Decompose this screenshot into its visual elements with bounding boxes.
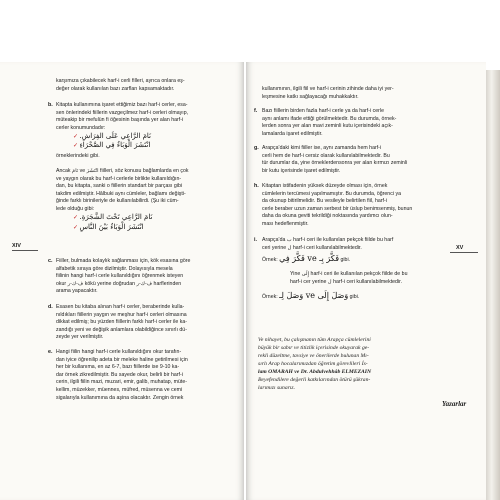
item-d-label: d. bbox=[48, 304, 53, 310]
item-b-line2-1: Ancak نَامَ ve انْتَشَرَ fiilleri, söz konusu bağlamlarda en çok bbox=[56, 168, 189, 174]
example-row-3 bbox=[73, 214, 152, 223]
item-i-example-row bbox=[262, 255, 350, 265]
item-b-line2-3: dan, bu kitapta, sanki o fiillerin standart bir parçası gibi bbox=[56, 183, 183, 190]
item-c-line-3: fiilinin hangi harf-i cerle kullanıldığını öğrenmek isteyen bbox=[56, 273, 184, 280]
item-d-line-2: nıldıkları fiillerin yaygın ve meşhur harf-i cerleri olmasına bbox=[56, 311, 187, 318]
item-b-line-4: cerler konumundadır: bbox=[56, 124, 106, 131]
arabic-example-2: انْتَشَرَ الْوَبَاءُ فِي الصَّحْرَاءِ bbox=[79, 141, 151, 149]
item-e-line-1: Hangi fiilin hangi harf-i cerle kullanıldığını okur tarafın- bbox=[56, 349, 182, 355]
item-b-line2-2: ve yaygın olarak bu harf-i cerlerle birlikte kullanıldığın- bbox=[56, 175, 182, 182]
arabic-example-3: نَامَ الرَّاعِي تَحْتَ الشَّجَرَةِ. bbox=[79, 213, 153, 221]
right-page-edge bbox=[486, 70, 500, 500]
example-label: Örnek: bbox=[262, 294, 278, 300]
item-g-line-3: tür durumlar da, yine örneklerdensonra yer alan kırmızı zeminli bbox=[262, 160, 408, 167]
item-e-line-4: dar örnek zikredilmiştir. Bu sayede okur, belirli bir harf-i bbox=[56, 371, 183, 378]
closing-line-2: büyük bir sabır ve titizlik içerisinde okuyarak ge- bbox=[258, 345, 370, 351]
item-i-line-4: harf-i cer yerine ل harf-i ceri kullanılabilmektedir. bbox=[290, 278, 403, 285]
page-rule-left bbox=[12, 250, 38, 251]
item-e-line-6: kellim, müzekker, müennes, müfred, müsenna ve cemi bbox=[56, 387, 183, 393]
arabic-example-i-2: وَصَلَ إِلَى ve وَصَلَ لِـ bbox=[279, 291, 349, 300]
arabic-example-4: انْتَشَرَ الْوَبَاءُ بَيْنَ النَّاسِ bbox=[79, 223, 144, 231]
item-h-line-1: Kitaptan istifadenin yüksek düzeyde olması için, örnek bbox=[262, 183, 388, 189]
item-b-line2-6: lede olduğu gibi: bbox=[56, 206, 95, 212]
page-number-right: XV bbox=[456, 245, 464, 251]
item-e-line-3: her bir kullanıma, en az 6-7, bazı fiillerde ise 9-10 ka- bbox=[56, 364, 180, 371]
closing-line-6: Beyefendilere değerli katkılarından ötürü şükran- bbox=[258, 377, 371, 383]
item-c-line-2: alfabetik sıraya göre dizilmiştir. Dolayısıyla mesela bbox=[56, 265, 173, 272]
right-intro-line-2: leşmesine katkı sağlayacağı muhakkaktır. bbox=[262, 93, 359, 100]
item-d-line-1: Esasen bu kitaba alınan harf-i cerler, beraberinde kulla- bbox=[56, 304, 185, 310]
item-b-line-1: Kitapta kullanımına işaret ettiğimiz bazı harf-i cerler, esa- bbox=[56, 102, 188, 108]
check-icon: ✓ bbox=[73, 143, 79, 149]
item-b-line2-4: takdim edilmiştir. Hâlbuki aynı cümleler, bağlamı değişti- bbox=[56, 190, 186, 197]
item-f-line-2: aynı anlamı ifade ettiği görülmektedir. Bu durumda, örnek- bbox=[262, 115, 397, 122]
left-page bbox=[0, 62, 244, 500]
item-e-label: e. bbox=[48, 349, 53, 355]
left-intro-line-1: karşımıza çıkabilecek harf-i cerli filleri, ayrıca onlara eş- bbox=[56, 78, 185, 84]
item-f-line-1: Bazı fiillerin birden fazla harf-i cerle ya da harf-i cerle bbox=[262, 108, 384, 114]
item-h-line-6: ması hedeflenmiştir. bbox=[262, 221, 309, 227]
page-rule-right bbox=[450, 252, 478, 253]
item-f-label: f. bbox=[254, 108, 258, 114]
item-c-line-4: okur ف-ك-ر kökü yerine doğrudan ف-ك-ر harflerinden bbox=[56, 280, 182, 287]
example-suffix: gibi. bbox=[340, 257, 351, 263]
item-d-line-5: zeyde yer verilmiştir. bbox=[56, 334, 104, 341]
closing-line-5: lam OMARAH ve Dr. Abdulvehhâb ELMEZAIN bbox=[258, 369, 372, 375]
check-icon: ✓ bbox=[73, 225, 79, 231]
item-e-line-5: cerin, ilgili fiilin mazi, muzari, emir, galib, muhatap, müte- bbox=[56, 379, 187, 386]
item-b-line2-5: ğinde farklı birinileriyle de kullanılabilirdi. (Şu iki cüm- bbox=[56, 198, 179, 205]
item-h-line-3: da okunup bitirilmelidir. Bu vesileyle belirtilen fiil, harf-i bbox=[262, 198, 387, 205]
right-page bbox=[246, 62, 486, 500]
left-intro-line-2: değer olarak kullanılan bazı zarfları kapsamaktadır. bbox=[56, 85, 175, 92]
item-i-example2-row bbox=[262, 292, 359, 302]
item-h-line-2: cümlelerin tercümesi yapılmamıştır. Bu durumda, öğrenci ya bbox=[262, 190, 401, 197]
item-h-line-4: cerle beraber uzun zaman serbest bir üslup benimsenmiş, bunun bbox=[262, 205, 413, 212]
item-c-line-5: arama yapacaktır. bbox=[56, 288, 98, 295]
right-intro-line-1: kullanımının, ilgili fiil ve harf-i cerinin zihinde daha iyi yer- bbox=[262, 86, 394, 92]
item-e-line-2: dan iyice öğrenilip adeta bir meleke haline getirilmesi için bbox=[56, 356, 188, 363]
arabic-example-i-1: فَكَّرَ بِـ ve فَكَّرَ فِي bbox=[279, 254, 340, 263]
item-b-line-2: sen önlerindeki fiillerin vazgeçilmez harf-i cerleri olmayıp, bbox=[56, 109, 189, 116]
item-c-label: c. bbox=[48, 258, 53, 264]
item-e-line-7: sigalarıyla kullanımına da aşina olacaktır. Zengin örnek bbox=[56, 394, 184, 401]
item-i-line-1: Arapça'da ب harf-i ceri ile kullanılan pekçok fiilde bu harf bbox=[262, 237, 394, 243]
signature: Yazarlar bbox=[442, 400, 467, 408]
item-b-line-3: müteakip bir mefulün fi öğesinin başında yer alan harf-i bbox=[56, 117, 184, 124]
item-f-line-3: lerden sonra yer alan mavi zeminli kutu içerisindeki açık- bbox=[262, 123, 393, 130]
item-d-line-4: zandığı yeni ve değişik anlamlara olabildiğince sınırlı dü- bbox=[56, 326, 187, 333]
item-g-line-2: cerli hem de harf-i cersiz olarak kullanılabilmektedir. Bu bbox=[262, 152, 390, 159]
item-g-line-4: bir kutu içerisinde işaret edilmiştir. bbox=[262, 167, 341, 174]
example-row-4 bbox=[73, 224, 144, 233]
example-label: Örnek: bbox=[262, 257, 278, 263]
item-g-label: g. bbox=[254, 145, 259, 151]
closing-line-7: larımızı sunarız. bbox=[258, 385, 296, 391]
item-d-line-3: dikkat edilmiş; bu yüzden fiillerin farklı harf-i cerler ile ka- bbox=[56, 319, 188, 326]
item-i-label: i. bbox=[254, 237, 257, 243]
closing-line-1: Ve nihayet, bu çalışmanın tüm Arapça cümlelerini bbox=[258, 337, 371, 343]
item-i-line-2: ceri yerine ل harf-i ceri kullanılabilmektedir. bbox=[262, 244, 362, 251]
item-c-line-1: Fiiller, bulmada kolaylık sağlanması için, kök esasına göre bbox=[56, 258, 191, 264]
item-g-line-1: Arapça'daki kimi fiiller ise, aynı zamanda hem harf-i bbox=[262, 145, 382, 151]
check-icon: ✓ bbox=[73, 134, 79, 140]
check-icon: ✓ bbox=[73, 215, 79, 221]
example-suffix: gibi. bbox=[349, 294, 360, 300]
item-b-label: b. bbox=[48, 102, 53, 108]
item-i-line-3: Yine إِلَى harf-i ceri ile kullanılan pekçok fiilde de bu bbox=[290, 271, 408, 277]
item-f-line-4: lamalarda işaret edilmiştir. bbox=[262, 130, 323, 137]
page-number-left: XIV bbox=[12, 243, 21, 249]
item-b-after: örneklerindeki gibi. bbox=[56, 153, 100, 159]
example-row-2 bbox=[73, 142, 150, 151]
arabic-example-1: نَامَ الرَّاعِي عَلَى الفِرَاشِ. bbox=[79, 132, 151, 140]
item-h-line-5: daha da okuna geviti tekrildiği noktasında yardımcı olun- bbox=[262, 213, 393, 220]
closing-line-3: rekli düzeltme, tavsiye ve önerilerde bulunan Mı- bbox=[258, 353, 369, 359]
closing-line-4: sırlı Arap hocalarımızdan öğretim görevlileri İs- bbox=[258, 361, 368, 367]
item-h-label: h. bbox=[254, 183, 259, 189]
